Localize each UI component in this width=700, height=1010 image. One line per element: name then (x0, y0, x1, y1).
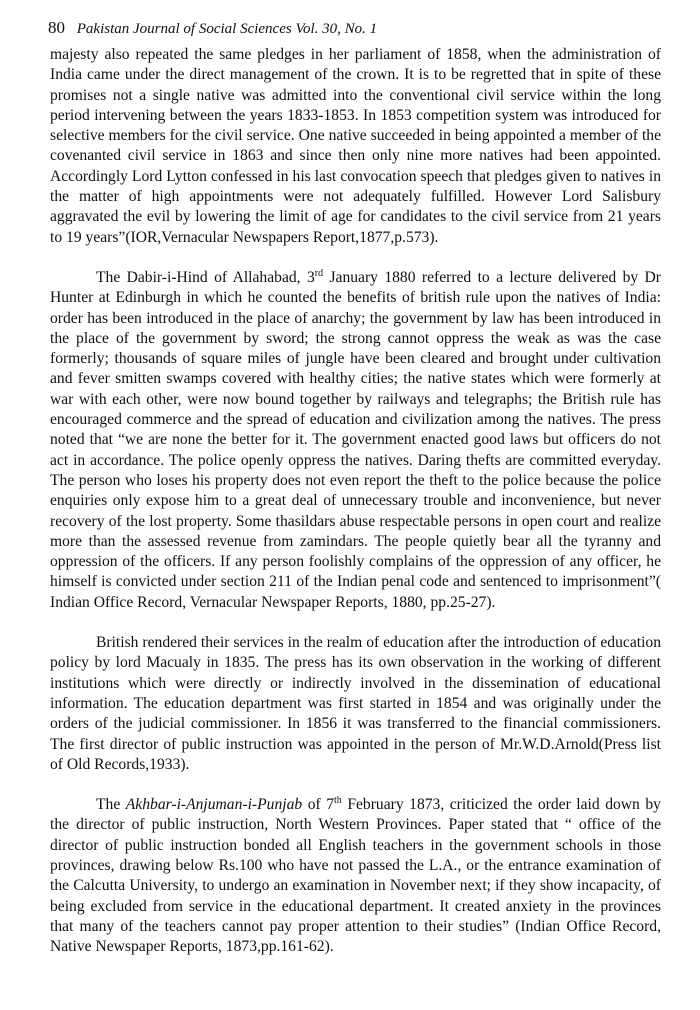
body-paragraph-2 (50, 268, 661, 613)
running-header (48, 18, 661, 39)
paragraph-4-date-lead: of 7 (302, 796, 335, 814)
page-number: 80 (48, 18, 65, 37)
paragraph-4-body: February 1873, criticized the order laid down by the director of public instruction, North Western Provinces. Paper stated that “ office of the director of public instruction bonded all English teachers in the government schools in those provinces, drawing below Rs.100 who have not passed the L.A., or the entrance examination of the Calcutta University, to undergo an examination in November next; if they show incapacity, of being excluded from service in the educational department. It created anxiety in the provinces that many of the teachers cannot pay proper attention to their studies” (Indian Office Record, Native Newspaper Reports, 1873,pp.161-62). (50, 796, 661, 956)
journal-title: Pakistan Journal of Social Sciences Vol. 30, No. 1 (76, 21, 378, 37)
body-paragraph-4 (50, 795, 661, 957)
ordinal-suffix: th (334, 794, 342, 806)
paragraph-2-body: January 1880 referred to a lecture delivered by Dr Hunter at Edinburgh in which he counted the benefits of british rule upon the natives of India: order has been introduced in the place of anarchy; the government by law has been introduced in the place of the government by sword; the strong cannot oppress the weak as was the case formerly; thousands of square miles of jungle have been cleared and brought under cultivation and fever smitten swamps covered with healthy cities; the native states which were formerly at war with each other, were now bound together by railways and telegraphs; the British rule has encouraged commerce and the spread of education and civilization among the natives. The press noted that “we are none the better for it. The government enacted good laws but officers do not act in accordance. The police openly oppress the natives. Daring thefts are committed everyday. The person who loses his property does not even report the theft to the police because the police enquiries only expose him to a great deal of unnecessary trouble and inconvenience, but never recovery of the lost property. Some thasildars abuse respectable persons in open court and realize more than the assessed revenue from zamindars. The people quietly bear all the tyranny and oppression of the officers. If any person foolishly complains of the oppression of any officer, he himself is convicted under section 211 of the Indian penal code and sentenced to imprisonment”( Indian Office Record, Vernacular Newspaper Reports, 1880, pp.25-27). (50, 268, 661, 611)
ordinal-suffix: rd (314, 267, 324, 279)
newspaper-name: Akhbar-i-Anjuman-i-Punjab (125, 796, 303, 814)
body-paragraph-3: British rendered their services in the realm of education after the introduction of education policy by lord Macualy in 1835. The press has its own observation in the working of different institutions which were directly or indirectly involved in the dissemination of educational information. The education department was first started in 1854 and was originally under the orders of the judicial commissioner. In 1856 it was transferred to the financial commissioners. The first director of public instruction was appointed in the person of Mr.W.D.Arnold(Press list of Old Records,1933). (50, 634, 661, 773)
paragraph-2-opening: The Dabir-i-Hind of Allahabad, 3 (96, 268, 315, 286)
body-paragraph-1: majesty also repeated the same pledges in her parliament of 1858, when the administration of India came under the direct management of the crown. It is to be regretted that in spite of these promises not a single native was admitted into the conventional civil service within the long period intervening between the years 1833-1853. In 1853 competition system was introduced for selective members for the civil service. One native succeeded in being appointed a member of the covenanted civil service in 1863 and since then only nine more natives had been appointed. Accordingly Lord Lytton confessed in his last convocation speech that pledges given to natives in the matter of high appointments were not adequately fulfilled. However Lord Salisbury aggravated the evil by lowering the limit of age for candidates to the civil service from 21 years to 19 years”(IOR,Vernacular Newspapers Report,1877,p.573). (50, 46, 661, 246)
paragraph-4-opening: The (96, 796, 126, 814)
